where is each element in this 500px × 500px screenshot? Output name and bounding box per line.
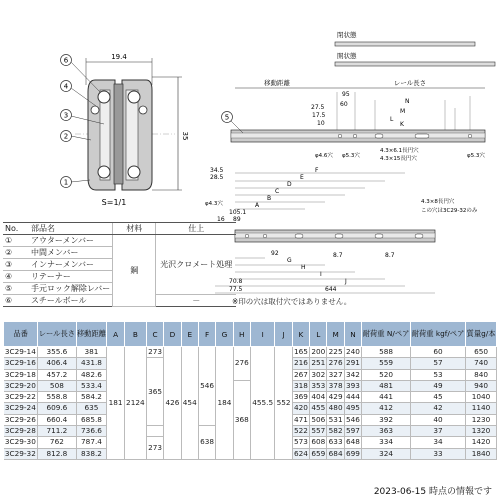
- spec-cell: 787.4: [76, 437, 107, 448]
- spec-cell: 426: [164, 347, 181, 460]
- svg-text:この穴は3C29-32のみ: この穴は3C29-32のみ: [421, 208, 478, 214]
- date-note: 2023-06-15 時点の情報です: [373, 487, 492, 497]
- side-view-top: [215, 0, 500, 165]
- svg-text:4.3×8長円穴: 4.3×8長円穴: [421, 199, 455, 205]
- spec-cell: 37: [411, 426, 466, 437]
- spec-cell: 633: [328, 437, 343, 447]
- svg-text:6: 6: [63, 56, 69, 65]
- spec-header: D: [164, 322, 181, 347]
- spec-cell: 838.2: [76, 448, 107, 459]
- svg-text:4.3×6.1長円穴: 4.3×6.1長円穴: [380, 148, 419, 154]
- spec-cell: 429: [328, 392, 343, 402]
- spec-header: 質量g/本: [466, 322, 497, 347]
- spec-cell: 60: [411, 347, 466, 358]
- spec-cell: 406.4: [38, 358, 76, 369]
- spec-cell: 57: [411, 358, 466, 369]
- spec-row: [4, 347, 497, 358]
- svg-text:G: G: [287, 257, 292, 264]
- svg-text:4: 4: [63, 82, 69, 91]
- spec-cell: 480: [328, 403, 343, 413]
- spec-cell: 1230: [466, 414, 497, 425]
- svg-text:105.1: 105.1: [229, 209, 247, 216]
- spec-cell: 650: [466, 347, 497, 358]
- spec-cell: 481: [362, 380, 411, 391]
- side-view-bottom: [205, 163, 500, 298]
- spec-header: F: [198, 322, 215, 347]
- spec-header: 移動距離: [76, 322, 107, 347]
- svg-text:17.5: 17.5: [312, 112, 326, 119]
- spec-cell: 3C29-30: [4, 437, 36, 447]
- spec-cell: 3C29-22: [4, 392, 36, 402]
- svg-text:B: B: [267, 195, 272, 202]
- spec-cell: 3C29-18: [4, 369, 36, 379]
- state-open: 開状態: [337, 52, 357, 60]
- spec-cell: 184: [216, 347, 233, 460]
- svg-text:28.5: 28.5: [210, 174, 224, 181]
- parts-row: ⑥ スチールボール －: [3, 295, 236, 307]
- spec-header: B: [124, 322, 146, 347]
- callout-2: [61, 131, 92, 142]
- svg-text:N: N: [405, 98, 410, 105]
- svg-text:95: 95: [342, 91, 350, 98]
- svg-text:D: D: [287, 181, 292, 188]
- spec-header: N: [344, 322, 361, 347]
- spec-cell: 40: [411, 414, 466, 425]
- spec-cell: 685.8: [76, 414, 107, 425]
- spec-cell: 699: [346, 448, 360, 458]
- spec-cell: 508: [38, 380, 76, 391]
- svg-text:E: E: [300, 174, 304, 181]
- spec-cell: 711.2: [38, 426, 76, 437]
- spec-cell: 381: [76, 347, 107, 358]
- svg-text:K: K: [400, 121, 404, 128]
- svg-text:5: 5: [224, 113, 230, 122]
- spec-cell: 412: [362, 403, 411, 414]
- spec-cell: 404: [311, 392, 326, 402]
- svg-text:φ5.3穴: φ5.3穴: [342, 153, 360, 159]
- spec-cell: 624: [293, 448, 308, 458]
- spec-cell: 3C29-24: [4, 403, 36, 413]
- material-cell: 鋼: [113, 235, 156, 307]
- svg-text:77.5: 77.5: [229, 286, 243, 293]
- spec-cell: 1840: [466, 448, 497, 459]
- svg-text:C: C: [275, 188, 280, 195]
- svg-text:10: 10: [317, 120, 325, 127]
- spec-cell: 471: [293, 414, 308, 424]
- svg-text:3: 3: [63, 111, 69, 120]
- spec-cell: 455.5: [250, 347, 274, 460]
- spec-cell: 365: [146, 358, 163, 426]
- spec-cell: 588: [362, 347, 411, 358]
- spec-cell: 441: [362, 392, 411, 403]
- spec-cell: 559: [362, 358, 411, 369]
- spec-header: I: [250, 322, 274, 347]
- spec-cell: 1140: [466, 403, 497, 414]
- svg-text:1: 1: [63, 178, 69, 187]
- svg-text:J: J: [345, 278, 347, 285]
- spec-cell: 740: [466, 358, 497, 369]
- spec-cell: 334: [362, 437, 411, 448]
- spec-cell: 355.6: [38, 347, 76, 358]
- spec-cell: 302: [311, 369, 326, 379]
- spec-header: 耐荷重 N/ペア: [362, 322, 411, 347]
- spec-cell: 533.4: [76, 380, 107, 391]
- spec-header: C: [146, 322, 163, 347]
- spec-cell: 444: [346, 392, 360, 402]
- spec-cell: 34: [411, 437, 466, 448]
- spec-cell: 648: [346, 437, 360, 447]
- svg-text:φ5.3穴: φ5.3穴: [467, 153, 485, 159]
- svg-text:34.5: 34.5: [210, 167, 224, 174]
- svg-text:M: M: [400, 108, 406, 115]
- spec-cell: 165: [293, 347, 308, 356]
- spec-cell: 49: [411, 380, 466, 391]
- spec-header: L: [310, 322, 327, 347]
- spec-cell: 342: [346, 369, 360, 379]
- spec-cell: 638: [198, 426, 215, 460]
- spec-cell: 291: [346, 358, 360, 368]
- svg-text:60: 60: [340, 101, 348, 108]
- spec-row: [4, 380, 497, 391]
- spec-cell: 420: [293, 403, 308, 413]
- spec-cell: 1320: [466, 426, 497, 437]
- svg-text:8.7: 8.7: [385, 252, 395, 259]
- spec-cell: 216: [293, 358, 308, 368]
- spec-cell: 546: [198, 347, 215, 426]
- spec-cell: 3C29-16: [4, 358, 36, 368]
- spec-cell: 3C29-14: [4, 347, 36, 356]
- spec-cell: 520: [362, 369, 411, 380]
- svg-text:4.3×15長円穴: 4.3×15長円穴: [380, 156, 417, 162]
- spec-cell: 557: [311, 426, 326, 436]
- spec-cell: 454: [181, 347, 198, 460]
- spec-cell: 251: [311, 358, 326, 368]
- spec-cell: 273: [148, 347, 163, 356]
- spec-cell: 522: [293, 426, 308, 436]
- svg-text:92: 92: [271, 250, 279, 257]
- spec-header: E: [181, 322, 198, 347]
- spec-cell: 482.6: [76, 369, 107, 380]
- svg-text:I: I: [320, 271, 322, 278]
- spec-table: [3, 321, 497, 460]
- spec-cell: 273: [146, 437, 163, 460]
- spec-header: K: [292, 322, 309, 347]
- parts-row: ② 中間メンバー: [3, 247, 236, 259]
- rail-length-label: レール長さ: [393, 79, 427, 87]
- parts-row: ① アウターメンバー 鋼 光沢クロメート処理: [3, 235, 236, 247]
- spec-cell: 552: [275, 347, 292, 460]
- spec-cell: 582: [328, 426, 343, 436]
- svg-text:φ4.6穴: φ4.6穴: [315, 153, 333, 159]
- travel-label: 移動距離: [264, 79, 290, 87]
- spec-cell: 1420: [466, 437, 497, 448]
- parts-table: No. 部品名 材料 仕上 ① アウターメンバー 鋼 光沢クロメート処理 ② 中間メンバー ③ インナーメンバー ④ リテーナー ⑤ 手元ロック解除レバー ⑥ スチールボール －: [3, 222, 236, 307]
- spec-header: H: [233, 322, 250, 347]
- parts-row: ③ インナーメンバー: [3, 259, 236, 271]
- spec-cell: 546: [346, 414, 360, 424]
- parts-row: ⑤ 手元ロック解除レバー: [3, 283, 236, 295]
- svg-text:16: 16: [217, 216, 225, 223]
- spec-cell: 353: [311, 380, 326, 390]
- spec-cell: 431.8: [76, 358, 107, 369]
- svg-text:644: 644: [325, 286, 337, 293]
- svg-text:F: F: [315, 167, 319, 174]
- spec-cell: 240: [346, 347, 360, 356]
- spec-cell: 457.2: [38, 369, 76, 380]
- svg-text:70.8: 70.8: [229, 278, 243, 285]
- spec-header: M: [327, 322, 344, 347]
- spec-cell: 3C29-26: [4, 414, 36, 424]
- spec-header: G: [216, 322, 233, 347]
- scale-label: S=1/1: [101, 198, 127, 207]
- spec-cell: 455: [311, 403, 326, 413]
- svg-text:89: 89: [233, 216, 241, 223]
- state-closed: 閉状態: [337, 31, 357, 39]
- spec-cell: 608: [311, 437, 326, 447]
- spec-cell: 506: [311, 414, 326, 424]
- spec-cell: 1040: [466, 392, 497, 403]
- spec-cell: 2124: [124, 347, 146, 460]
- spec-cell: 276: [328, 358, 343, 368]
- spec-cell: 363: [362, 426, 411, 437]
- finish-cell: 光沢クロメート処理: [156, 235, 237, 295]
- spec-header: 品番: [4, 322, 38, 347]
- spec-header: J: [275, 322, 292, 347]
- spec-cell: 318: [293, 380, 308, 390]
- dim-width: 19.4: [111, 53, 127, 61]
- parts-row: ④ リテーナー: [3, 271, 236, 283]
- spec-cell: 225: [328, 347, 343, 356]
- spec-cell: 597: [346, 426, 360, 436]
- spec-header: レール長さ: [38, 322, 76, 347]
- spec-cell: 324: [362, 448, 411, 459]
- spec-cell: 392: [362, 414, 411, 425]
- svg-text:φ4.3穴: φ4.3穴: [205, 201, 223, 207]
- spec-cell: 812.8: [38, 448, 76, 459]
- spec-cell: 635: [76, 403, 107, 414]
- spec-cell: 3C29-28: [4, 426, 36, 436]
- spec-cell: 276: [233, 347, 250, 381]
- spec-cell: 762: [38, 437, 76, 448]
- spec-cell: 684: [328, 448, 343, 458]
- callout-1: [61, 177, 91, 188]
- spec-cell: 42: [411, 403, 466, 414]
- spec-cell: 736.6: [76, 426, 107, 437]
- cross-section-drawing: [0, 0, 215, 215]
- spec-header: A: [107, 322, 124, 347]
- spec-cell: 327: [328, 369, 343, 379]
- spec-cell: 659: [311, 448, 326, 458]
- svg-text:2: 2: [63, 132, 69, 141]
- spec-cell: 53: [411, 369, 466, 380]
- spec-cell: 3C29-20: [4, 380, 36, 390]
- spec-cell: 200: [311, 347, 326, 356]
- svg-text:L: L: [390, 116, 394, 123]
- spec-cell: 940: [466, 380, 497, 391]
- footnote: ※印の穴は取付穴ではありません。: [232, 297, 352, 306]
- spec-cell: 369: [293, 392, 308, 402]
- spec-cell: 660.4: [38, 414, 76, 425]
- svg-text:8.7: 8.7: [333, 252, 343, 259]
- dim-height: 35: [181, 131, 189, 141]
- spec-cell: 393: [346, 380, 360, 390]
- svg-text:A: A: [255, 202, 260, 209]
- spec-cell: 181: [107, 347, 124, 460]
- spec-cell: 267: [293, 369, 308, 379]
- spec-cell: 368: [233, 380, 250, 459]
- spec-cell: 531: [328, 414, 343, 424]
- spec-cell: 495: [346, 403, 360, 413]
- spec-cell: 584.2: [76, 392, 107, 403]
- spec-cell: 33: [411, 448, 466, 459]
- spec-cell: 378: [328, 380, 343, 390]
- svg-text:27.5: 27.5: [311, 104, 325, 111]
- spec-cell: 573: [293, 437, 308, 447]
- spec-cell: [146, 426, 163, 437]
- spec-cell: 609.6: [38, 403, 76, 414]
- spec-cell: 45: [411, 392, 466, 403]
- spec-cell: 558.8: [38, 392, 76, 403]
- spec-cell: 840: [466, 369, 497, 380]
- spec-header: 耐荷重 kgf/ペア: [411, 322, 466, 347]
- svg-text:H: H: [301, 264, 306, 271]
- spec-cell: 3C29-32: [4, 448, 36, 458]
